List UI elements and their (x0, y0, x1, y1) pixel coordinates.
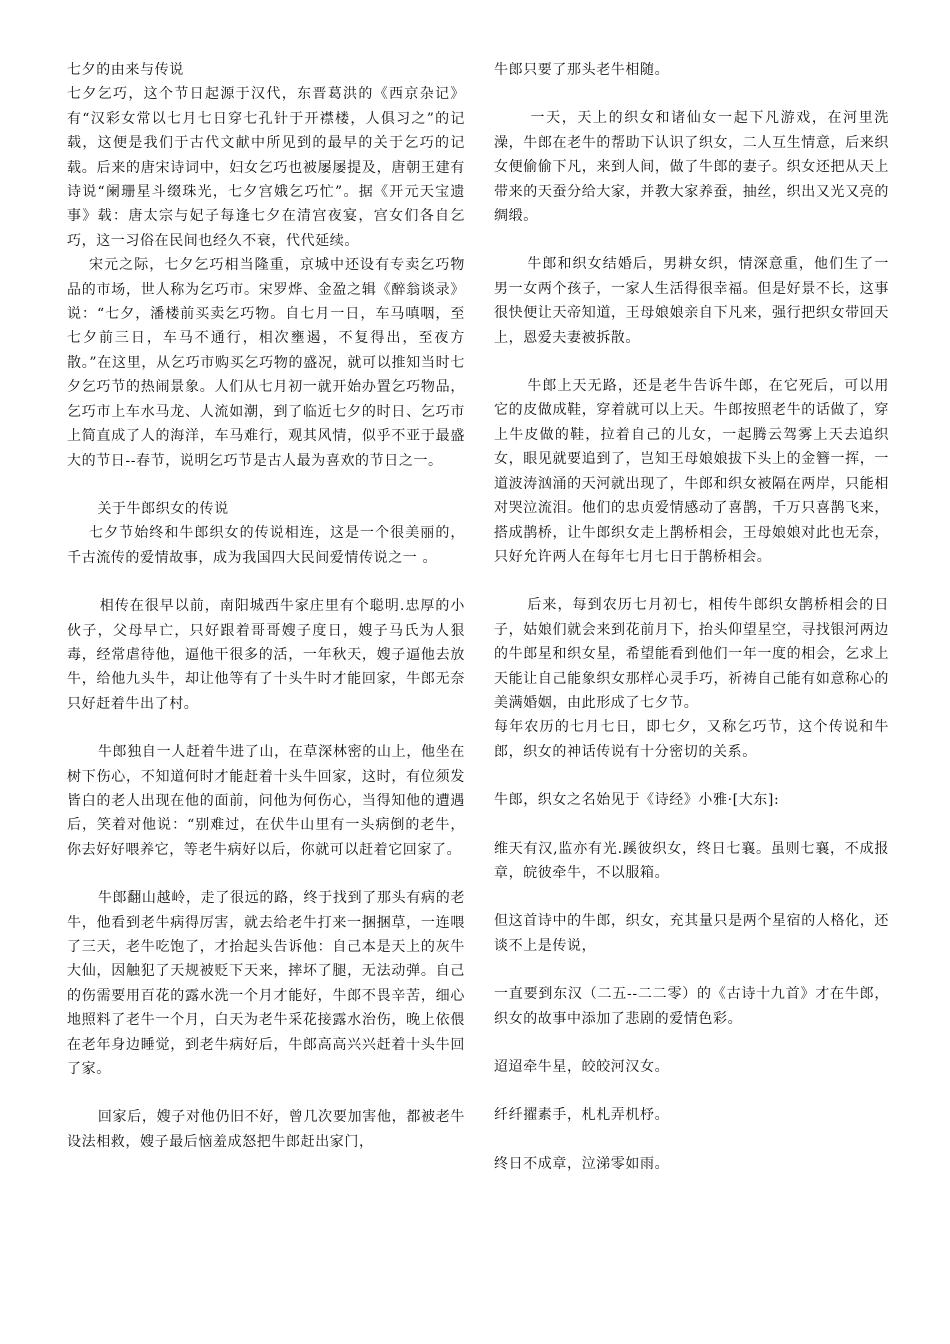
left-column (67, 58, 465, 1154)
paragraph: 牛郎上天无路，还是老牛告诉牛郎，在它死后，可以用它的皮做成鞋，穿着就可以上天。牛郎按照老牛的话做了，穿上牛皮做的鞋，拉着自己的儿女，一起腾云驾雾上天去追织女，眼见就要追到了，岂知王母娘娘拔下头上的金簪一挥，一道波涛汹涌的天河就出现了，牛郎和织女被隔在两岸，只能相对哭泣流泪。他们的忠贞爱情感动了喜鹊，千万只喜鹊飞来，搭成鹊桥，让牛郎织女走上鹊桥相会，王母娘娘对此也无奈，只好允许两人在每年七月七日于鹊桥相会。 (494, 378, 889, 565)
paragraph: 后来，每到农历七月初七，相传牛郎织女鹊桥相会的日子，姑娘们就会来到花前月下，抬头仰望星空，寻找银河两边的牛郎星和织女星，希望能看到他们一年一度的相会，乞求上天能让自己能象织女那样心灵手巧，祈祷自己能有如意称心的美满婚姻，由此形成了七夕节。 (494, 597, 889, 711)
paragraph: 关于牛郎织女的传说 (67, 500, 229, 517)
paragraph: 终日不成章，泣涕零如雨。 (494, 1155, 670, 1172)
paragraph: 牛郎，织女之名始见于《诗经》小雅·[大东]: (494, 792, 780, 809)
paragraph: 七夕的由来与传说 (67, 62, 184, 78)
paragraph: 一直要到东汉（二五--二二零）的《古诗十九首》才在牛郎，织女的故事中添加了悲剧的爱情色彩。 (494, 986, 889, 1027)
right-column (494, 58, 889, 1176)
paragraph: 一天，天上的织女和诸仙女一起下凡游戏，在河里洗澡，牛郎在老牛的帮助下认识了织女，二人互生情意，后来织女便偷偷下凡，来到人间，做了牛郎的妻子。织女还把从天上带来的天蚕分给大家，并教大家养蚕，抽丝，织出又光又亮的绸缎。 (494, 110, 889, 225)
paragraph: 七夕节始终和牛郎织女的传说相连，这是一个很美丽的，千古流传的爱情故事，成为我国四大民间爱情传说之一 。 (67, 525, 465, 566)
paragraph: 牛郎只要了那头老牛相随。 (494, 62, 670, 78)
paragraph: 牛郎翻山越岭，走了很远的路，终于找到了那头有病的老牛，他看到老牛病得厉害，就去给老牛打来一捆捆草，一连喂了三天，老牛吃饱了，才抬起头告诉他：自己本是天上的灰牛大仙，因触犯了天规被贬下天来，摔坏了腿，无法动弹。自己的伤需要用百花的露水洗一个月才能好，牛郎不畏辛苦，细心地照料了老牛一个月，白天为老牛采花接露水治伤，晚上依偎在老年身边睡觉，到老牛病好后，牛郎高高兴兴赶着十头牛回了家。 (67, 890, 465, 1078)
paragraph: 迢迢牵牛星，皎皎河汉女。 (494, 1059, 670, 1075)
paragraph: 宋元之际，七夕乞巧相当隆重，京城中还设有专卖乞巧物品的市场，世人称为乞巧市。宋罗烨、金盈之辑《醉翁谈录》说：“七夕，潘楼前买卖乞巧物。自七月一日，车马嗔咽，至七夕前三日，车马不通行，相次壅遏，不复得出，至夜方散。”在这里，从乞巧市购买乞巧物的盛况，就可以推知当时七夕乞巧节的热闹景象。人们从七月初一就开始办置乞巧物品，乞巧市上车水马龙、人流如潮，到了临近七夕的时日、乞巧市上简直成了人的海洋，车马难行，观其风情，似乎不亚于最盛大的节日--春节，说明乞巧节是古人最为喜欢的节日之一。 (67, 257, 465, 469)
paragraph: 回家后，嫂子对他仍旧不好，曾几次要加害他，都被老牛设法相救，嫂子最后恼羞成怒把牛郎赶出家门， (67, 1109, 465, 1150)
paragraph: 牛郎和织女结婚后，男耕女织，情深意重，他们生了一男一女两个孩子，一家人生活得很幸福。但是好景不长，这事很快便让天帝知道，王母娘娘亲自下凡来，强行把织女带回天上，恩爱夫妻被拆散。 (494, 256, 889, 346)
paragraph: 牛郎独自一人赶着牛进了山，在草深林密的山上，他坐在树下伤心，不知道何时才能赶着十头牛回家，这时，有位须发皆白的老人出现在他的面前，问他为何伤心，当得知他的遭遇后，笑着对他说：“别难过，在伏牛山里有一头病倒的老牛，你去好好喂养它，等老牛病好以后，你就可以赶着它回家了。 (67, 744, 465, 858)
paragraph: 七夕乞巧，这个节日起源于汉代，东晋葛洪的《西京杂记》有“汉彩女常以七月七日穿七孔针于开襟楼，人俱习之”的记载，这便是我们于古代文献中所见到的最早的关于乞巧的记载。后来的唐宋诗词中，妇女乞巧也被屡屡提及，唐朝王建有诗说“阑珊星斗缀珠光，七夕宫娥乞巧忙”。据《开元天宝遗事》载：唐太宗与妃子每逢七夕在清宫夜宴，宫女们各自乞巧，这一习俗在民间也经久不衰，代代延续。 (67, 86, 465, 249)
paragraph: 每年农历的七月七日，即七夕，又称乞巧节，这个传说和牛郎，织女的神话传说有十分密切的关系。 (494, 719, 889, 760)
paragraph: 纤纤擢素手，札札弄机杼。 (494, 1107, 670, 1124)
paragraph: 相传在很早以前，南阳城西牛家庄里有个聪明.忠厚的小伙子，父母早亡，只好跟着哥哥嫂子度日，嫂子马氏为人狠毒，经常虐待他，逼他干很多的活，一年秋天，嫂子逼他去放牛，给他九头牛，却让他等有了十头牛时才能回家，牛郎无奈只好赶着牛出了村。 (67, 598, 465, 712)
paragraph: 但这首诗中的牛郎，织女，充其量只是两个星宿的人格化，还谈不上是传说， (494, 913, 889, 954)
paragraph: 维天有汉,监亦有光.蹊彼织女，终日七襄。虽则七襄，不成报章，皖彼牵牛，不以服箱。 (494, 840, 889, 881)
